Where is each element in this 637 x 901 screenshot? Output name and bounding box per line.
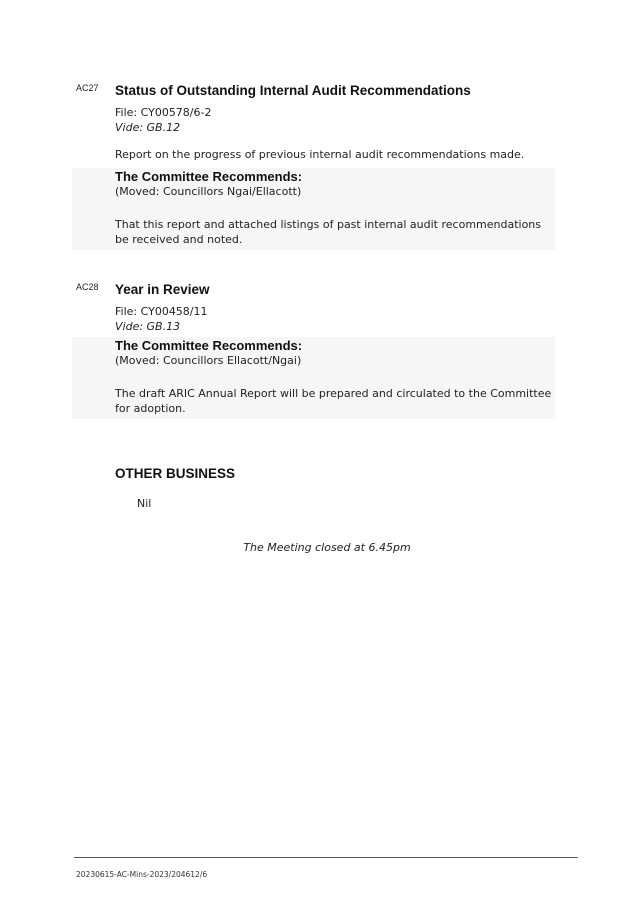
other-business-text: Nil <box>137 497 152 510</box>
item-number: AC28 <box>76 282 99 292</box>
report-summary: Report on the progress of previous internal audit recommendations made. <box>115 148 525 161</box>
item-number: AC27 <box>76 83 99 93</box>
resolution-text: That this report and attached listings of past internal audit recommendations be received and noted. <box>115 218 542 246</box>
recommends-heading: The Committee Recommends: <box>115 169 303 184</box>
footer-divider <box>74 857 578 858</box>
vide-reference: Vide: GB.13 <box>115 320 181 333</box>
recommends-heading: The Committee Recommends: <box>115 338 303 353</box>
document-reference: 20230615-AC-Mins-2023/204612/6 <box>76 870 208 879</box>
other-business-heading: OTHER BUSINESS <box>115 466 236 481</box>
file-reference: File: CY00578/6-2 <box>115 106 212 119</box>
moved-by: (Moved: Councillors Ellacott/Ngai) <box>115 354 302 367</box>
item-title: Status of Outstanding Internal Audit Recommendations <box>115 83 471 98</box>
file-reference: File: CY00458/11 <box>115 305 208 318</box>
resolution-text: The draft ARIC Annual Report will be prepared and circulated to the Committee for adoption. <box>115 387 552 415</box>
meeting-closed-note: The Meeting closed at 6.45pm <box>243 541 411 554</box>
item-title: Year in Review <box>115 282 210 297</box>
vide-reference: Vide: GB.12 <box>115 121 181 134</box>
moved-by: (Moved: Councillors Ngai/Ellacott) <box>115 185 302 198</box>
